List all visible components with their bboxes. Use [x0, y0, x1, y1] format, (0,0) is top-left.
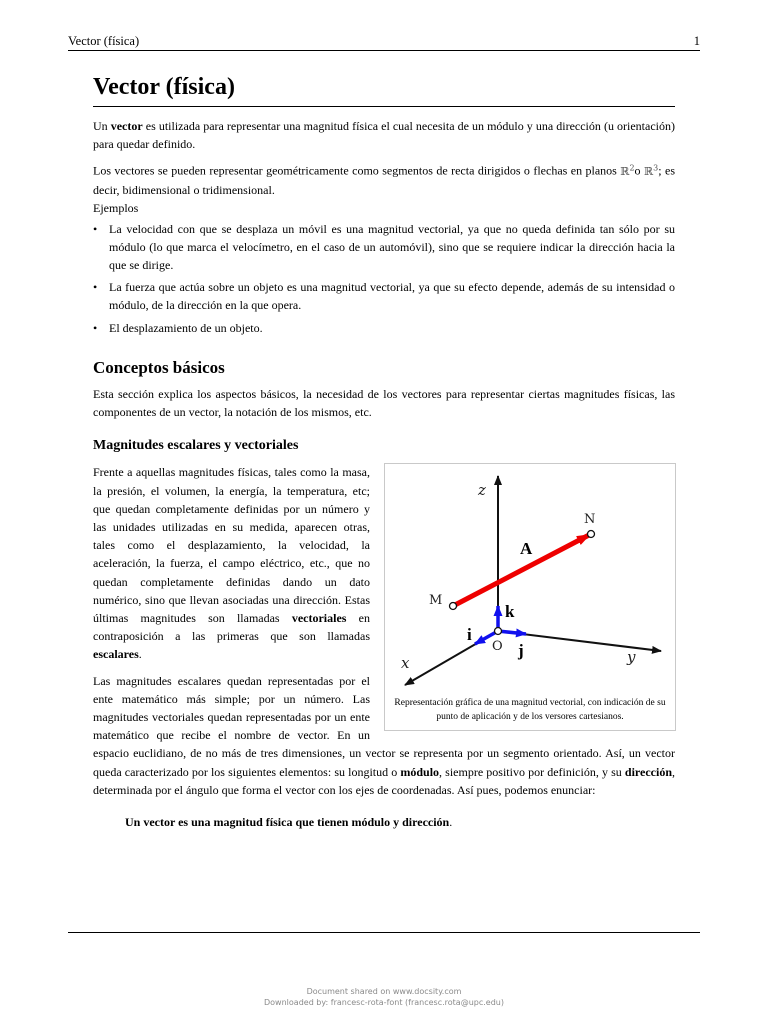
section-intro: Esta sección explica los aspectos básicos, la necesidad de los vectores para representar ciertas magnitudes físicas, las componentes de un vector, la notación de los mismos, etc. [93, 386, 675, 420]
subsection-heading: Magnitudes escalares y vectoriales [93, 438, 299, 454]
math-r2-base: ℝ [620, 165, 630, 179]
para2-text-2: , siempre positivo por definición, y su [439, 764, 625, 779]
para1-text-2: en contraposición a las primeras que son llamadas [93, 610, 371, 644]
examples-label: Ejemplos [93, 201, 139, 216]
vector-diagram [385, 464, 675, 696]
para2-text-3: , determinada por el ángulo que forma el vector con los ejes de coordenadas. Así pues, podemos enunciar: [93, 764, 675, 797]
math-r2 [620, 165, 634, 178]
docsity-download-line: Downloaded by: francesc-rota-font (francesc.rota@upc.edu) [264, 998, 504, 1007]
math-r3 [644, 165, 658, 178]
intro-bold-term: vector [110, 119, 143, 133]
point-m [450, 603, 457, 610]
vector-a-label: A [520, 539, 533, 559]
math-r2-exponent: 2 [629, 163, 635, 173]
unit-vector-k-label: k [505, 602, 515, 622]
para2-bold-2: dirección [624, 764, 672, 779]
representation-text-1: Los vectores se pueden representar geométricamente como segmentos de recta dirigidos o flechas en planos [93, 164, 621, 179]
intro-text-post: es utilizada para representar una magnitud física el cual necesita de un módulo y una dirección (u orientación) para quedar definido. [93, 119, 675, 152]
representation-text-2: o [634, 164, 644, 179]
representation-paragraph [93, 159, 675, 199]
docsity-share-line: Document shared on www.docsity.com [306, 987, 462, 996]
para2-text-1: Las magnitudes escalares quedan representadas por el ente matemático más simple; por un número. Las magnitudes vectoriales quedan representadas por un ente matemático que recibe el nombre de vector. En un espacio euclidiano, de no más de tres dimensiones, un vector se representa por un segmento orientado. Así, un vector queda caracterizado por los siguientes elementos: su longitud o [93, 673, 675, 779]
point-n-label: N [584, 512, 596, 528]
math-r3-exponent: 3 [653, 163, 659, 173]
vector-definition-statement [125, 813, 675, 831]
para1-bold-2: escalares [93, 647, 139, 662]
list-item: • La fuerza que actúa sobre un objeto es una magnitud vectorial, ya que su efecto depende, además de su intensidad o módulo, de la dirección en la que opera. [93, 278, 675, 314]
point-o-label: O [492, 639, 503, 655]
para1-bold-1: vectoriales [291, 610, 347, 625]
running-header [68, 30, 700, 51]
article-body [93, 64, 675, 831]
math-r3-base: ℝ [643, 165, 654, 179]
section-heading: Conceptos básicos [93, 357, 225, 377]
list-item: • La velocidad con que se desplaza un móvil es una magnitud vectorial, ya que no queda definida tan sólo por su módulo (lo que marca el velocímetro, en el caso de un automóvil), sino que se requiere indicar la dirección hacia la que se dirige. [93, 220, 675, 275]
unit-vector-j [498, 631, 526, 634]
list-item: • El desplazamiento de un objeto. [93, 319, 675, 337]
point-n [588, 531, 595, 538]
intro-paragraph [93, 117, 675, 153]
point-m-label: M [429, 593, 443, 609]
y-axis-label: y [627, 648, 636, 667]
vector-figure [384, 463, 676, 731]
figure-caption: Representación gráfica de una magnitud vectorial, con indicación de su punto de aplicación y de los versores cartesianos. [394, 698, 666, 723]
para1-text-3: . [138, 647, 142, 662]
statement-tail: . [449, 814, 453, 829]
unit-vector-i-label: i [467, 625, 472, 645]
unit-vector-j-label: j [518, 641, 524, 661]
statement-bold: Un vector es una magnitud física que tienen módulo y dirección [125, 814, 450, 829]
running-header-title: Vector (física) [68, 34, 140, 48]
page-number: 1 [693, 34, 700, 48]
docsity-footer [0, 986, 768, 1008]
intro-text-pre: Un [93, 119, 111, 133]
para1-text-1: Frente a aquellas magnitudes físicas, tales como la masa, la presión, el volumen, la energía, la temperatura, etc; que quedan completamente definidas por un número y las unidades utilizadas en su medida, aparecen otras, tales como el desplazamiento, la velocidad, la aceleración, la fuerza, el campo eléctrico, etc., que no quedan completamente definidas dando un dato numérico, sino que llevan asociadas una dirección. Estas últimas magnitudes son llamadas [93, 465, 370, 625]
footer-rule [68, 932, 700, 933]
z-axis-label: z [478, 481, 486, 500]
x-axis-label: x [401, 654, 410, 673]
representation-text-3: ; es decir, bidimensional o tridimensional. [93, 164, 675, 198]
page-title: Vector (física) [93, 72, 675, 107]
point-o [495, 628, 502, 635]
examples-list [93, 220, 675, 337]
para2-bold-1: módulo [400, 764, 440, 779]
